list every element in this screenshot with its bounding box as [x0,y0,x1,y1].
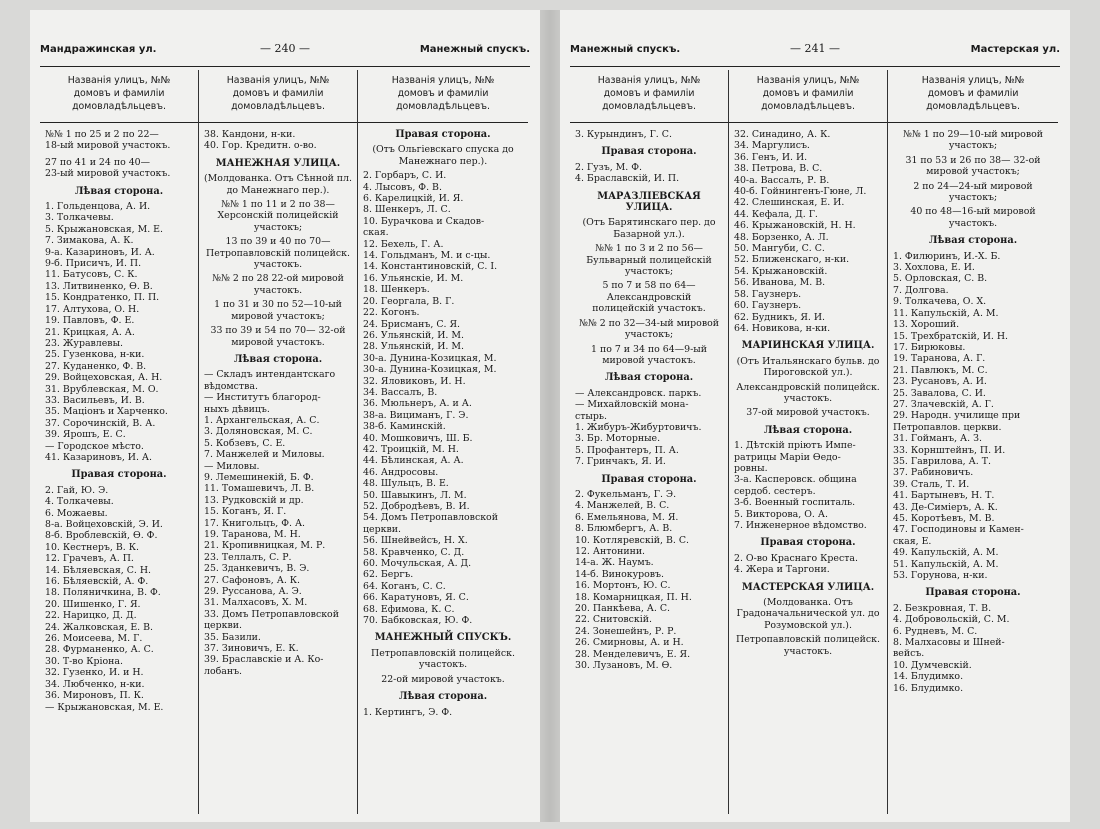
entry-line: 2. Гузъ, М. Ф. [575,161,643,173]
column-header [363,70,523,122]
entry-line: 2. Гай, Ю. Э. [45,484,109,496]
entry-line: 62. Будникъ, Я. И. [734,311,826,323]
running-head-left: Мандражинская ул. [40,44,157,55]
entry-line: 10. Думчевскій. [893,659,972,671]
entry-line: 18. Поляничкина, В. Ф. [45,587,161,599]
left-page [30,10,540,822]
column-header-line: домовъ и фамиліи [232,88,324,99]
entry-line: 16. Ульянскіе, И. М. [363,272,464,284]
entry-line: 21. Крицкая, А. А. [45,326,135,338]
entry-line: 38-а. Вициманъ, Г. Э. [363,409,469,421]
entry-line: 3. Бр. Моторные. [575,433,661,445]
entry-line: 37. Сорочинскій, В. А. [45,417,156,429]
entry-line: 44. Кефала, Д. Г. [734,208,818,220]
entry-line: — Складъ интендантскаго [204,369,336,381]
book-gutter [540,10,560,822]
entry-line: 8. Блюмбергъ, А. В. [575,523,673,535]
entry-line: 18. Комарницкая, П. Н. [575,591,692,603]
entry-line: 35. Базили. [204,631,261,643]
column-header [734,70,882,122]
section-heading: МАРІИНСКАЯ УЛИЦА. [741,340,875,352]
page-number: — 240 — [260,42,310,55]
entry-line: 13. Хороший. [893,319,960,331]
entry-line: 3. Хохлова, Е. И. [893,262,975,274]
section-heading: Правая сторона. [601,146,697,158]
entry-line: 15. Кондратенко, П. П. [45,292,160,304]
entry-line: 5. Орловская, С. В. [893,273,988,285]
entry-line: 10. Котляревскій, В. С. [575,534,689,546]
entry-line: 12. Бехель, Г. А. [363,238,444,250]
entry-line: 50. Мангуби, С. С. [734,243,825,255]
section-heading: Правая сторона. [760,537,856,549]
column-header [45,70,193,122]
street-note: Александровскій полицейск. участокъ. [736,381,880,404]
entry-line: стырь. [575,410,607,422]
column-header-line: Названія улицъ, №№ [226,75,330,86]
entry-line: 30-а. Дунина-Козицкая, М. [363,352,497,364]
entry-line: 14. Гольдманъ, М. и с-цы. [363,250,491,262]
entry-line: ская, Е. [893,535,932,547]
entry-line: 36. Генъ, И. И. [734,151,808,163]
entry-line: 1. Дѣтскій пріютъ Импе- [734,440,856,452]
entry-line: 14-а. Ж. Наумъ. [575,557,654,569]
entry-line: 27 по 41 и 24 по 40— [45,156,151,168]
entry-line: 22. Снитовскій. [575,614,653,626]
street-note: 40 по 48—16-ый мировой участокъ. [910,206,1036,229]
entry-line: 3. Толкачевы. [45,212,114,224]
entry-line: 1. Кертингъ, Э. Ф. [363,706,453,718]
column-header-line: домовъ и фамиліи [762,88,854,99]
street-note: (Отъ Ольгіевскаго спуска до Манежнаго пер.). [372,144,514,167]
entry-line: 30. Т-во Кріона. [45,655,123,667]
entry-line: 7. Зимакова, А. К. [45,235,134,247]
entry-line: 31. Гойманъ, А. З. [893,433,982,445]
right-page [560,10,1070,822]
entry-line: 58. Гаузнеръ. [734,288,802,300]
entry-line: 33. Домъ Петропавловской [204,608,339,620]
entry-line: 25. Гузенкова, н-ки. [45,349,145,361]
entry-line: 49. Капульскій, А. М. [893,547,999,559]
street-note: 37-ой мировой участокъ. [746,407,870,419]
entry-line: 27. Куданенко, Ф. В. [45,360,147,372]
entry-line: 21. Кропивницкая, М. Р. [204,540,326,552]
entry-line: 1. Архангельская, А. С. [204,414,320,426]
entry-line: 8. Шенкеръ, Л. С. [363,204,451,216]
entry-line: 16. Блудимко. [893,682,964,694]
entry-line: 16. Бѣляевскій, А. Ф. [45,576,149,588]
street-note: №№ 1 по 3 и 2 по 56— Бульварный полицейскій участокъ; [586,243,712,278]
entry-line: 1. Жибуръ-Жибуртовичъ. [575,421,702,433]
top-rule [40,66,530,67]
column-header-line: домовладѣльцевъ. [602,101,696,112]
entry-line: 48. Шульцъ, В. Е. [363,478,449,490]
header-rule [199,122,357,123]
entry-line: 12. Грачевъ, А. П. [45,553,134,565]
entry-line: 29. Войцеховская, А. Н. [45,372,163,384]
entry-line: 58. Кравченко, С. Д. [363,546,465,558]
section-heading: МАСТЕРСКАЯ УЛИЦА. [741,581,875,593]
entry-line: 38. Петрова, В. С. [734,163,823,175]
street-note: (Молдованка. Отъ Сѣнной пл. до Манежнаго пер.). [204,173,352,196]
entry-line: 52. Добродѣевъ, В. И. [363,501,470,512]
entry-line: 17. Бирюковы. [893,341,966,353]
section-heading: Лѣвая сторона. [74,185,164,197]
column-header-line: Названія улицъ, №№ [67,75,171,86]
entry-line: 9-а. Казариновъ, И. А. [45,246,155,258]
entry-line: 24. Брисманъ, С. Я. [363,318,461,330]
entry-line: 8. Малхасовы и Шней- [893,637,1005,649]
running-head-right: Манежный спускъ. [419,44,530,55]
entry-line: №№ 1 по 25 и 2 по 22— [45,129,159,140]
entry-line: 35. Гаврилова, А. Т. [893,455,991,467]
entry-line: 45. Коротѣевъ, М. В. [893,513,995,524]
header-rule [570,122,728,123]
street-note: 5 по 7 и 58 по 64—Александровскій полицейскій участокъ. [592,280,706,315]
entry-line: 4. Лысовъ, Ф. В. [363,181,442,193]
column-1 [570,70,729,814]
entry-line: 30. Лузановъ, М. Ѳ. [575,660,673,672]
column-header-line: домовладѣльцевъ. [72,101,166,112]
entry-line: 26. Ульянскій, И. М. [363,329,464,341]
street-note: Петропавловскій полицейск. участокъ. [371,647,515,671]
column-2 [199,70,358,814]
column-3 [358,70,528,814]
entry-line: 22. Когонъ. [363,307,420,319]
column-3 [888,70,1058,814]
entry-line: 51. Капульскій, А. М. [893,558,999,570]
column-header-line: Названія улицъ, №№ [597,75,701,86]
section-heading: МАРАЗЛІЕВСКАЯ УЛИЦА. [597,190,701,214]
header-rule [40,122,198,123]
entry-line: 9. Толкачева, О. Х. [893,296,987,308]
entry-line: 40. Гор. Кредитн. о-во. [204,140,317,152]
entry-line: 8-а. Войцеховскій, Э. И. [45,519,163,530]
entry-line: 15. Коганъ, Я. Г. [204,506,287,518]
entry-line: 23. Журавлевы. [45,337,124,349]
entry-line: ратрицы Маріи Ѳедо- [734,451,841,463]
entry-line: 15. Трехбратскій, И. Н. [893,330,1009,342]
entry-line: 1. Филюринъ, И.-Х. Б. [893,250,1001,262]
entry-line: 1. Гольденцова, А. И. [45,201,151,213]
entry-line: 26. Смирновы, А. и Н. [575,637,684,649]
entry-line: 52. Ближенскаго, н-ки. [734,254,850,266]
entry-line: 53. Горунова, н-ки. [893,570,988,582]
column-header-line: Названія улицъ, №№ [391,75,495,86]
entry-line: 60. Мочульская, А. Д. [363,558,472,570]
entry-line: 28. Ульянскій, И. М. [363,341,464,353]
entry-line: 40. Мошковичъ, Ш. Б. [363,432,473,444]
entry-line: 4. Жера и Таргони. [734,564,830,576]
entry-line: 46. Андросовы. [363,466,439,478]
entry-line: 5. Крыжановская, М. Е. [45,223,163,235]
entry-line: 38-б. Каминскій. [363,421,446,433]
street-note: 13 по 39 и 40 по 70— Петропавловскій полицейск. участокъ. [206,236,350,271]
entry-line: 3. Курындинъ, Г. С. [575,129,672,140]
column-header [204,70,352,122]
entry-line: 3-а. Касперовск. община [734,474,857,486]
entry-line: 17. Книгольцъ, Ф. А. [204,517,306,529]
entry-line: ныхъ дѣвицъ. [204,403,270,415]
section-heading: Правая сторона. [601,473,697,485]
entry-line: 2. О-во Краснаго Креста. [734,552,858,564]
entry-line: 19. Таранова, А. Г. [893,353,986,365]
entry-line: Петропавлов. церкви. [893,421,1002,433]
entry-line: 18. Шенкеръ. [363,284,430,296]
entry-line: 70. Бабковская, Ю. Ф. [363,615,473,627]
entry-line: 2. Горбаръ, С. И. [363,170,447,182]
running-head [40,42,530,60]
entry-line: 13. Литвиненко, Ѳ. В. [45,280,153,292]
entry-line: 21. Павлюкъ, М. С. [893,364,988,376]
column-header-line: домовъ и фамиліи [603,88,695,99]
street-note: №№ 2 по 32—34-ый мировой участокъ; [579,317,719,341]
entry-line: 28. Фурманенко, А. С. [45,644,154,656]
street-note: 1 по 31 и 30 по 52—10-ый мировой участокъ; [214,299,342,322]
street-note: №№ 2 по 28 22-ой мировой участокъ. [212,273,344,296]
entry-line: 35. Маціонъ и Харченко. [45,406,168,418]
entry-line: 28. Менделевичъ, Е. Я. [575,648,691,660]
entry-line: 68. Ефимова, К. С. [363,603,455,615]
entry-line: 10. Кестнеръ, В. К. [45,541,139,553]
entry-line: 11. Томашевичъ, Л. В. [204,483,315,495]
street-note: 33 по 39 и 54 по 70— 32-ой мировой участокъ. [210,325,346,348]
street-note: (Отъ Итальянскаго бульв. до Пироговской ул.). [736,355,880,379]
entry-line: 24. Зонешейнъ, Р. Р. [575,625,677,637]
entry-line: 22. Нарицко, Д. Д. [45,610,137,622]
entry-line: 7. Гринчакъ, Я. И. [575,456,666,468]
entry-line: 3-б. Военный госпиталь. [734,497,856,509]
entry-line: 37. Зиновичъ, Е. К. [204,643,299,655]
column-header-line: домовладѣльцевъ. [396,101,490,112]
entry-line: 32. Яловиковъ, И. Н. [363,375,466,387]
entry-line: — Институтъ благород- [204,392,321,404]
entry-line: 25. Зданкевичъ, В. Э. [204,563,310,575]
entry-line: 38. Кандони, н-ки. [204,129,296,140]
entry-line: вейсъ. [893,648,925,660]
entry-line: — Александровск. паркъ. [575,387,702,399]
header-rule [358,122,528,123]
entry-line: 56. Шнейвейсъ, Н. Х. [363,535,468,547]
entry-line: 34. Вассалъ, В. [363,386,438,398]
entry-line: 40-б. Гойнингенъ-Гюне, Л. [734,186,867,198]
entry-line: 46. Крыжановскій, Н. Н. [734,220,856,232]
entry-line: 42. Троицкій, М. Н. [363,443,459,455]
entry-line: 29. Руссанова, А. Э. [204,586,302,598]
entry-line: 41. Казариновъ, И. А. [45,451,152,463]
entry-line: 24. Жалковская, Е. В. [45,621,153,633]
entry-line: 3. Доляновская, М. С. [204,426,313,438]
entry-line: 12. Антонини. [575,546,646,557]
entry-line: 11. Батусовъ, С. К. [45,269,138,281]
street-note: 31 по 53 и 26 по 38— 32-ой мировой участокъ; [905,154,1041,178]
entry-line: 50. Шавыкинъ, Л. М. [363,489,467,501]
entry-line: 44. Бѣлинская, А. А. [363,455,464,467]
entry-line: — Миловы. [204,460,260,472]
section-heading: Лѣвая сторона. [233,353,323,365]
top-rule [570,66,1060,67]
entry-line: 20. Панкѣева, А. С. [575,603,671,615]
entry-line: 36. Мюльнеръ, А. и А. [363,398,472,410]
entry-line: 6. Рудневъ, М. С. [893,625,978,637]
entry-line: 11. Капульскій, А. М. [893,307,999,319]
entry-line: ровны. [734,462,768,474]
entry-line: 60. Гаузнеръ. [734,300,802,312]
entry-line: 34. Любченко, н-ки. [45,678,145,690]
page-number: — 241 — [790,42,840,55]
entry-line: 66. Каратуновъ, Я. С. [363,592,469,604]
entry-line: 14. Бѣляевская, С. Н. [45,564,151,576]
entry-line: 4. Добровольскій, С. М. [893,614,1010,626]
entry-line: 4. Браславскій, И. П. [575,173,680,185]
entry-line: 29. Народн. училище при [893,410,1021,422]
entry-line: 7. Долгова. [893,284,949,296]
running-head-left: Манежный спускъ. [570,44,681,55]
entry-line: 23. Русановъ, А. И. [893,376,987,388]
entry-line: 13. Рудковскій и др. [204,494,304,506]
entry-line: 54. Крыжановскій. [734,265,828,277]
column-header [575,70,723,122]
entry-line: 19. Таранова, М. Н. [204,529,301,540]
entry-line: — Михайловскій мона- [575,399,689,411]
column-header-line: домовладѣльцевъ. [231,101,325,112]
entry-line: 56. Иванова, М. В. [734,277,826,289]
entry-line: 39. Ярошъ, Е. С. [45,429,126,441]
entry-line: церкви. [363,523,401,535]
entry-line: 4. Толкачевы. [45,496,114,508]
entry-line: 2. Фукельманъ, Г. Э. [575,488,677,500]
entry-line: 37. Рабиновичъ. [893,467,974,479]
column-1 [40,70,199,814]
entry-line: 47. Господиновы и Камен- [893,524,1024,536]
street-note: 2 по 24—24-ый мировой участокъ; [913,180,1033,204]
header-rule [888,122,1058,123]
entry-line: 31. Врублевская, М. О. [45,383,159,395]
entry-line: 14. Константиновскій, С. І. [363,261,498,273]
entry-line: 32. Синадино, А. К. [734,129,831,140]
street-note: №№ 1 по 29—10-ый мировой участокъ; [903,129,1043,152]
entry-line: вѣдомства. [204,380,258,392]
entry-line: 2. Безкровная, Т. В. [893,602,992,614]
entry-line: 14. Блудимко. [893,671,964,683]
entry-line: 64. Коганъ, С. С. [363,580,446,592]
entry-line: 23-ый мировой участокъ. [45,168,171,180]
entry-line: 36. Мироновъ, П. К. [45,690,144,702]
entry-line: сердоб. сестеръ. [734,485,816,497]
entry-line: 6. Можаевы. [45,507,108,519]
entry-line: 20. Шишенко, Г. Я. [45,598,141,610]
column-header [893,70,1053,122]
street-note: Петропавловскій полицейск. участокъ. [736,634,880,657]
section-heading: Правая сторона. [71,469,167,481]
entry-line: 62. Бергъ. [363,569,414,581]
section-heading: МАНЕЖНАЯ УЛИЦА. [215,157,341,169]
entry-line: 6. Емельянова, М. Я. [575,511,679,523]
column-header-line: домовъ и фамиліи [73,88,165,99]
section-heading: Лѣвая сторона. [928,235,1018,247]
entry-line: 20. Георгала, В. Г. [363,295,455,307]
entry-line: 9-б. Присичъ, И. П. [45,258,142,270]
street-note: 1 по 7 и 34 по 64—9-ый мировой участокъ. [591,343,707,366]
column-header-line: Названія улицъ, №№ [756,75,860,86]
entry-line: ская. [363,227,389,239]
entry-line: 31. Малхасовъ, Х. М. [204,597,308,609]
entry-line: 39. Сталь, Т. И. [893,478,970,490]
columns [40,70,530,814]
entry-line: 43. Де-Симіеръ, А. К. [893,501,998,513]
entry-line: 7. Инженерное вѣдомство. [734,520,867,531]
entry-line: 7. Манжелей и Миловы. [204,449,325,461]
entry-line: 10. Бурачкова и Скадов- [363,215,485,227]
section-heading: Лѣвая сторона. [604,372,694,384]
entry-line: 23. Теллалъ, С. Р. [204,551,292,563]
column-header-line: домовъ и фамиліи [397,88,489,99]
street-note: (Молдованка. Отъ Градоначальнической ул. до Розумовской ул.). [736,597,880,631]
entry-line: 26. Моисеева, М. Г. [45,633,143,645]
entry-line: 27. Сафоновъ, А. К. [204,574,301,586]
entry-line: церкви. [204,620,242,632]
section-heading: Правая сторона. [925,587,1021,599]
running-head-right: Мастерская ул. [970,44,1060,55]
entry-line: 8-б. Вроблевскій, Ѳ. Ф. [45,530,158,542]
entry-line: 17. Алтухова, О. Н. [45,303,140,315]
entry-line: 40-а. Вассалъ, Р. В. [734,174,830,186]
column-header-line: домовъ и фамиліи [927,88,1019,99]
column-header-line: домовладѣльцевъ. [926,101,1020,112]
entry-line: 5. Кобзевъ, С. Е. [204,437,286,449]
entry-line: 18-ый мировой участокъ. [45,140,171,152]
columns [570,70,1060,814]
entry-line: 30-а. Дунина-Козицкая, М. [363,364,497,376]
entry-line: — Крыжановская, М. Е. [45,701,164,713]
column-header-line: Названія улицъ, №№ [921,75,1025,86]
entry-line: 54. Домъ Петропавловской [363,512,498,524]
section-heading: Лѣвая сторона. [763,424,853,436]
street-note: 22-ой мировой участокъ. [381,673,505,685]
running-head [570,42,1060,60]
entry-line: 33. Васильевъ, И. В. [45,394,145,406]
entry-line: 27. Злачевскій, А. Г. [893,398,994,410]
entry-line: 16. Мортонъ, Ю. С. [575,580,671,592]
entry-line: 19. Павловъ, Ф. Е. [45,315,135,327]
entry-line: 34. Маргулисъ. [734,140,810,152]
section-heading: Правая сторона. [395,129,491,140]
entry-line: 42. Слешинская, Е. И. [734,197,845,209]
section-heading: Лѣвая сторона. [398,691,488,703]
header-rule [729,122,887,123]
entry-line: 64. Новикова, н-ки. [734,322,831,334]
entry-line: — Городское мѣсто. [45,440,144,452]
entry-line: 5. Профантеръ, П. А. [575,444,679,456]
entry-line: 5. Викторова, О. А. [734,508,828,520]
entry-line: 41. Бартыневъ, Н. Т. [893,490,995,502]
entry-line: 39. Браславскіе и А. Ко- [204,654,324,666]
entry-line: 48. Борзенко, А. Л. [734,231,829,243]
entry-line: 32. Гузенко, И. и Н. [45,667,144,679]
entry-line: 6. Карелицкій, И. Я. [363,193,464,205]
entry-line: 14-б. Винокуровъ. [575,568,664,580]
street-note: №№ 1 по 11 и 2 по 38— Херсонскій полицейскій участокъ; [217,199,339,233]
entry-line: лобанъ. [204,665,243,677]
column-header-line: домовладѣльцевъ. [761,101,855,112]
entry-line: 9. Лемешинекій, Б. Ф. [204,471,314,483]
entry-line: 25. Завалова, С. И. [893,387,986,399]
street-note: (Отъ Барятинскаго пер. до Базарной ул.). [582,217,716,240]
column-2 [729,70,888,814]
entry-line: 4. Манжелей, В. С. [575,500,670,512]
entry-line: 33. Корнштейнъ, П. И. [893,444,1006,456]
section-heading: МАНЕЖНЫЙ СПУСКЪ. [374,632,512,644]
